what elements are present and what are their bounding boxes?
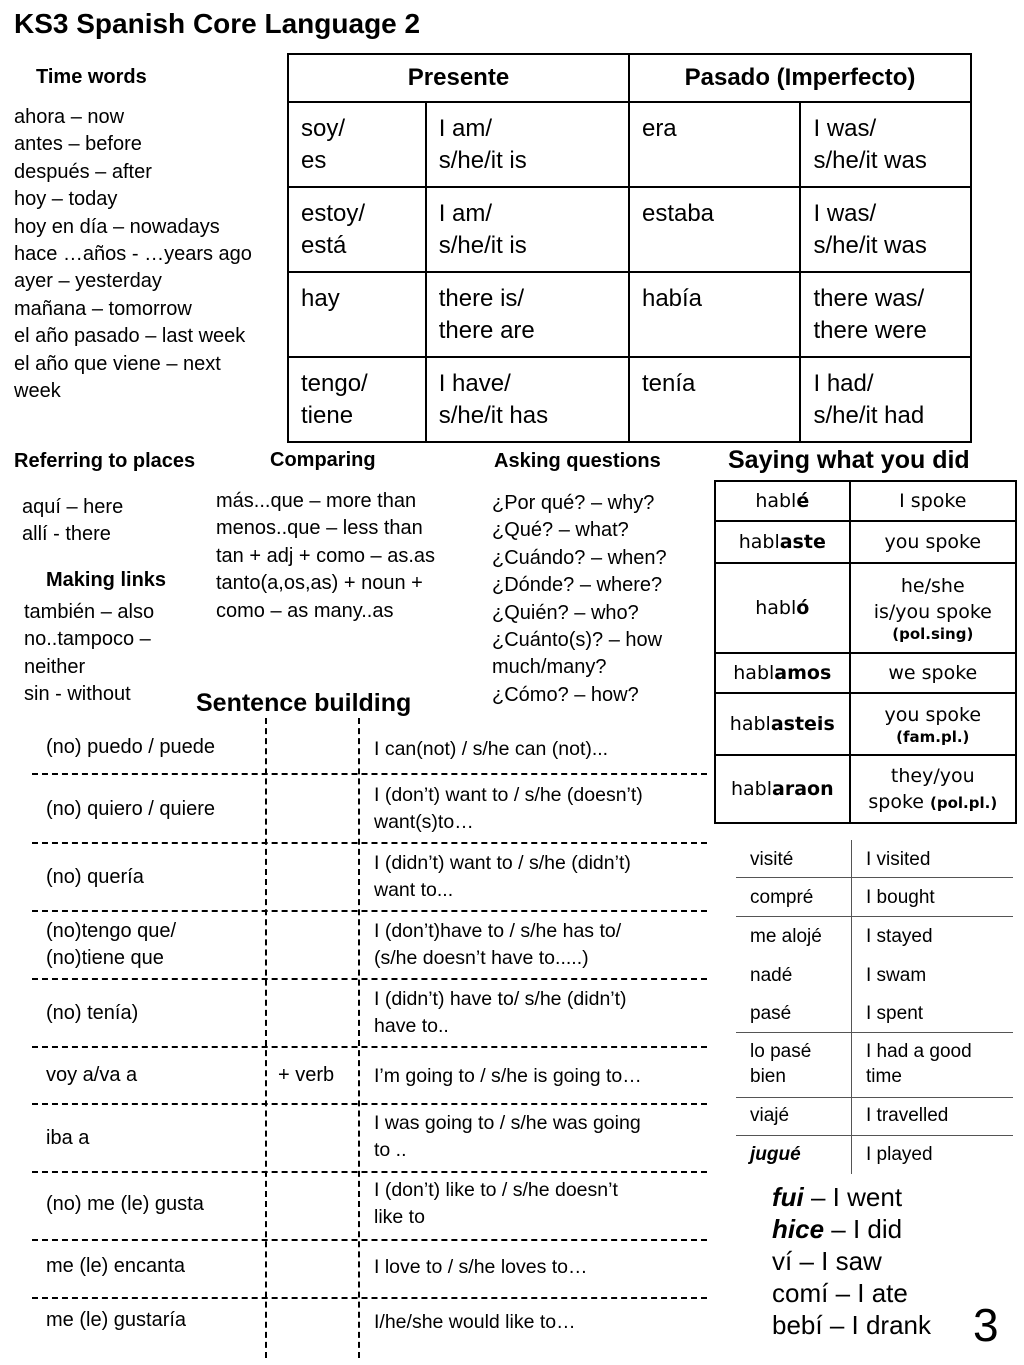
table-cell: I was/ s/he/it was (800, 102, 971, 187)
table-cell: I had/ s/he/it had (800, 357, 971, 442)
irregular-item: ví – I saw (772, 1246, 882, 1276)
table-cell: tenía (629, 357, 801, 442)
table-row: (no) tenía) I (didn’t) have to/ s/he (didn’t) have to.. (32, 980, 707, 1048)
places-list (22, 494, 123, 549)
table-cell: soy/ es (288, 102, 426, 187)
list-item: pasé I spent (736, 994, 1013, 1033)
table-row: me (le) encanta I love to / s/he loves to… (32, 1241, 707, 1299)
time-words-list (14, 104, 252, 405)
table-cell: there was/ there were (800, 272, 971, 357)
list-item: tan + adj + como – as.as (216, 544, 436, 567)
table-row: voy a/va a + verb I’m going to / s/he is going to… (32, 1048, 707, 1105)
sentence-building-heading: Sentence building (196, 689, 412, 717)
list-item: ¿Dónde? – where? (492, 574, 663, 597)
list-item: también – also (24, 601, 155, 623)
table-cell: I am/ s/he/it is (426, 102, 629, 187)
table-cell: there is/ there are (426, 272, 629, 357)
list-item: aquí – here (22, 496, 124, 518)
list-item: me alojé I stayed (750, 926, 933, 947)
list-item: sin - without (24, 683, 131, 706)
table-cell: era (629, 102, 801, 187)
comparing-heading: Comparing (270, 449, 376, 471)
table-cell: hablasteis (715, 693, 850, 755)
list-item: el año pasado – last week (14, 325, 246, 348)
links-list (24, 599, 154, 709)
list-item: jugué I played (750, 1144, 933, 1165)
table-cell: you spoke (850, 521, 1016, 563)
list-item: week (14, 380, 61, 403)
list-item: ¿Cuándo? – when? (492, 546, 667, 569)
header-pasado: Pasado (Imperfecto) (629, 54, 971, 102)
table-row (715, 481, 1016, 521)
table-row (288, 357, 971, 442)
table-row (715, 653, 1016, 693)
list-item: allí - there (22, 523, 111, 546)
list-item: ¿Por qué? – why? (492, 492, 655, 514)
hablar-table (714, 480, 1017, 824)
verb-table (287, 53, 972, 443)
table-row: (no) quiero / quiere I (don’t) want to / s/he (doesn’t) want(s)to… (32, 775, 707, 844)
places-heading: Referring to places (14, 450, 196, 472)
table-row (288, 102, 971, 187)
table-row: (no) quería I (didn’t) want to / s/he (didn’t) want to... (32, 844, 707, 912)
time-words-heading: Time words (36, 66, 147, 88)
table-cell: he/she is/you spoke (pol.sing) (850, 563, 1016, 653)
table-cell: estaba (629, 187, 801, 272)
saying-did-heading: Saying what you did (728, 446, 970, 474)
list-item: ahora – now (14, 106, 125, 128)
list-item: compré I bought (736, 878, 1013, 917)
list-item: mañana – tomorrow (14, 297, 192, 320)
list-item: neither (24, 655, 86, 678)
irregular-item: hice – I did (772, 1214, 903, 1244)
list-item: hoy – today (14, 188, 118, 211)
table-row (715, 521, 1016, 563)
table-row (715, 755, 1016, 823)
table-row: iba a I was going to / s/he was going to .. (32, 1105, 707, 1173)
irregular-item: bebí – I drank (772, 1310, 931, 1340)
table-row: (no) puedo / puede I can(not) / s/he can (not)... (32, 718, 707, 775)
irregular-item: fui – I went (772, 1182, 903, 1212)
table-cell: you spoke (fam.pl.) (850, 693, 1016, 755)
list-item: como – as many..as (216, 599, 394, 622)
table-cell: hay (288, 272, 426, 357)
list-item: después – after (14, 160, 152, 183)
table-cell: habló (715, 563, 850, 653)
table-row (288, 187, 971, 272)
questions-list (492, 490, 667, 709)
list-item: ¿Quién? – who? (492, 601, 639, 624)
irregular-item: comí – I ate (772, 1278, 908, 1308)
list-item: más...que – more than (216, 490, 417, 512)
list-item: antes – before (14, 133, 142, 156)
list-item: ¿Qué? – what? (492, 519, 629, 542)
table-cell: hablé (715, 481, 850, 521)
list-item: lo pasé bien I had a good time (736, 1033, 1013, 1098)
list-item: visité I visited (736, 840, 1013, 878)
table-cell: I have/ s/he/it has (426, 357, 629, 442)
table-cell: hablamos (715, 653, 850, 693)
table-cell: hablaraon (715, 755, 850, 823)
list-item: hace …años - …years ago (14, 243, 252, 266)
links-heading: Making links (46, 569, 167, 591)
header-presente: Presente (288, 54, 629, 102)
table-cell: I spoke (850, 481, 1016, 521)
table-cell: hablaste (715, 521, 850, 563)
table-row (288, 272, 971, 357)
list-item: hoy en día – nowadays (14, 215, 220, 238)
page-title: KS3 Spanish Core Language 2 (14, 8, 421, 39)
list-item: menos..que – less than (216, 517, 423, 540)
table-cell: we spoke (850, 653, 1016, 693)
list-item: nadé I swam (750, 965, 927, 986)
questions-heading: Asking questions (494, 450, 661, 472)
list-item: tanto(a,os,as) + noun + (216, 572, 423, 595)
list-item: much/many? (492, 656, 607, 679)
table-cell: I was/ s/he/it was (800, 187, 971, 272)
list-item: no..tampoco – (24, 628, 151, 651)
table-row: (no) me (le) gusta I (don’t) like to / s/he doesn’t like to (32, 1173, 707, 1241)
list-item: ayer – yesterday (14, 270, 162, 293)
comparing-list (216, 488, 435, 625)
page-number: 3 (973, 1299, 999, 1351)
list-item: el año que viene – next (14, 352, 221, 375)
table-row: (no)tengo que/ (no)tiene que I (don’t)have to / s/he has to/ (s/he doesn’t have to.....) (32, 912, 707, 980)
plus-verb-label: + verb (278, 1064, 335, 1086)
list-item: ¿Cuánto(s)? – how (492, 629, 663, 652)
table-cell: they/you spoke (pol.pl.) (850, 755, 1016, 823)
table-cell: había (629, 272, 801, 357)
list-item: ¿Cómo? – how? (492, 683, 639, 706)
table-row (715, 693, 1016, 755)
table-cell: tengo/ tiene (288, 357, 426, 442)
table-cell: estoy/ está (288, 187, 426, 272)
list-item: viajé I travelled (736, 1098, 1013, 1136)
table-cell: I am/ s/he/it is (426, 187, 629, 272)
table-row (715, 563, 1016, 653)
table-row: me (le) gustaría I/he/she would like to… (46, 1309, 576, 1333)
